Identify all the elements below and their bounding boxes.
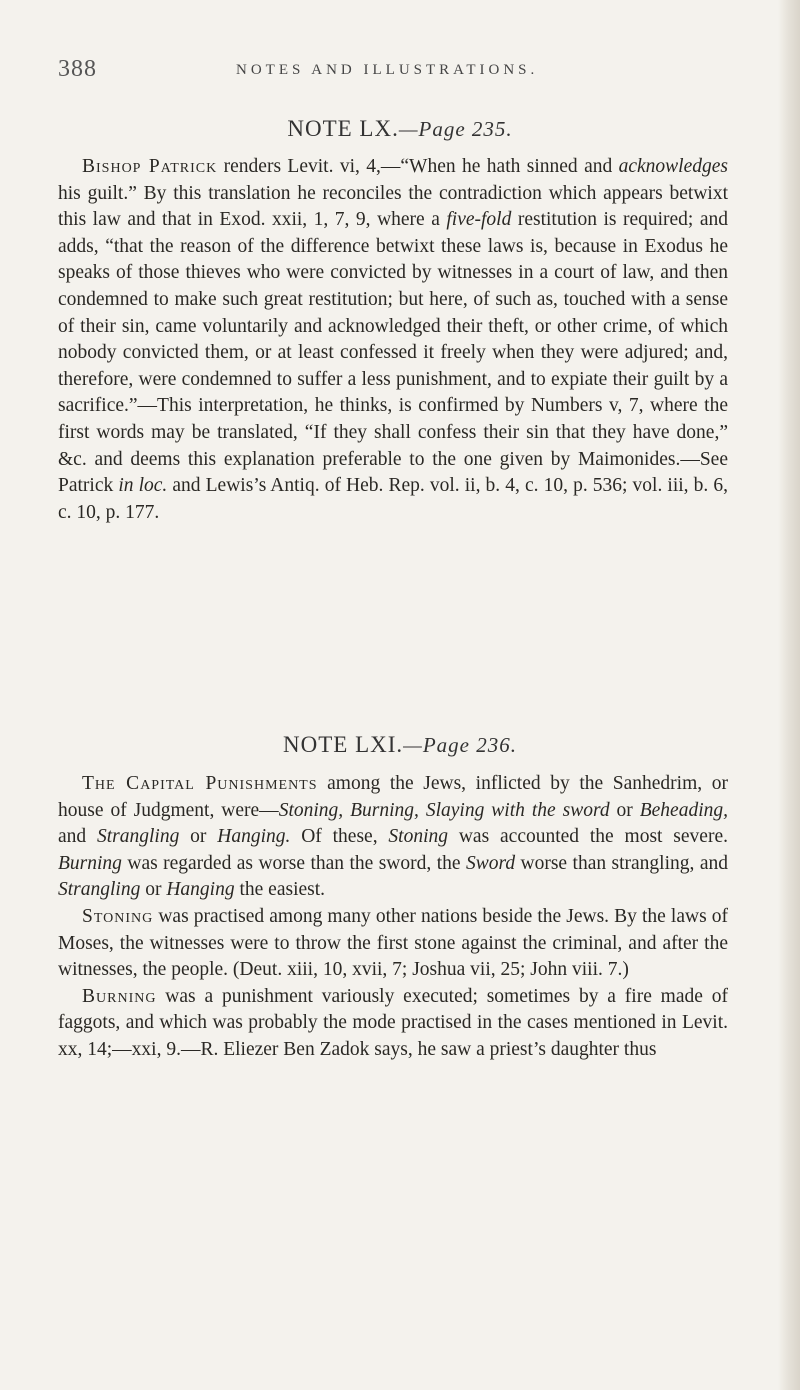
text-run: or bbox=[609, 799, 640, 821]
note-lx-heading bbox=[0, 116, 800, 142]
text-run: or bbox=[140, 879, 167, 901]
italic-run: Sword bbox=[465, 852, 516, 874]
running-title: NOTES AND ILLUSTRATIONS. bbox=[236, 62, 539, 78]
italic-run: Hanging bbox=[166, 879, 235, 901]
text-run: renders Levit. vi, 4,—“When he hath sinned and bbox=[217, 156, 619, 177]
text-run: was practised among many other nations beside the Jews. By the laws of Moses, the witnesses were to throw the first stone against the criminal, and after the witnesses, the people. (Deut. xiii, 10, xvii, 7; Joshua vii, 25; John viii. 7.) bbox=[58, 905, 728, 981]
text-run: worse than strangling, and bbox=[515, 852, 728, 874]
text-run: and Lewis’s Antiq. of Heb. Rep. vol. ii, b. 4, c. 10, p. 536; vol. iii, b. 6, c. 10, p. 177. bbox=[58, 475, 728, 523]
running-header bbox=[0, 50, 800, 90]
text-run: the easiest. bbox=[234, 879, 326, 901]
text-run: Of these, bbox=[290, 826, 389, 848]
note-lxi-page-ref: —Page 236. bbox=[403, 733, 517, 757]
text-run: or bbox=[179, 826, 218, 848]
page-edge-shadow bbox=[778, 0, 800, 1390]
italic-run: Hanging. bbox=[217, 826, 291, 848]
lead-name: Stoning bbox=[82, 905, 154, 927]
lead-name: Bishop Patrick bbox=[82, 156, 218, 177]
italic-run: Beheading, bbox=[639, 799, 728, 821]
note-lxi-paragraph-1 bbox=[58, 771, 728, 904]
note-lxi-paragraph-3 bbox=[58, 984, 728, 1064]
note-lxi-body bbox=[58, 771, 728, 1064]
text-run: his guilt.” By this translation he reconciles the contradiction which appears betwixt this law and that in Exod. xxii, 1, 7, 9, where a bbox=[58, 182, 728, 231]
italic-run: Strangling bbox=[97, 826, 180, 848]
note-lxi-title: NOTE LXI. bbox=[283, 732, 404, 757]
note-lx-body bbox=[58, 154, 728, 526]
italic-run: five-fold bbox=[446, 209, 512, 231]
text-run: among the Jews, inflicted by the Sanhedrim, or house of Judgment, were— bbox=[58, 773, 728, 821]
italic-run: acknowledges bbox=[618, 156, 728, 177]
text-run: was regarded as worse than the sword, the bbox=[121, 852, 466, 874]
lead-name: The Capital Punishments bbox=[82, 773, 318, 794]
note-lxi-heading bbox=[0, 732, 800, 758]
italic-run: Strangling bbox=[58, 879, 141, 901]
note-lx-title: NOTE LX. bbox=[287, 116, 399, 141]
italic-run: Stoning bbox=[388, 826, 449, 848]
lead-name: Burning bbox=[82, 985, 157, 1007]
page-number: 388 bbox=[58, 56, 97, 82]
note-lxi-paragraph-2 bbox=[58, 904, 728, 984]
text-run: and bbox=[58, 826, 97, 848]
text-run: was accounted the most severe. bbox=[448, 826, 728, 848]
note-lx-page-ref: —Page 235. bbox=[398, 117, 513, 141]
italic-run: Burning bbox=[58, 852, 122, 874]
text-run: was a punishment variously executed; sometimes by a fire made of faggots, and which was probably the mode practised in the cases mentioned in Levit. xx, 14;—xxi, 9.—R. Eliezer Ben Zadok says, he saw a priest’s daughter thus bbox=[58, 985, 728, 1060]
italic-run: Stoning, Burning, Slaying with the sword bbox=[278, 799, 610, 821]
text-run: restitution is required; and adds, “that the reason of the difference betwixt these laws is, because in Exodus he speaks of those thieves who were convicted by witnesses in a court of law, and then condemned to make such great restitution; but here, of such as, touched with a sense of their sin, came voluntarily and acknowledged their theft, or other crime, of which nobody convicted them, or at least confessed it freely when they were adjured; and, therefore, were condemned to suffer a less punishment, and to expiate their guilt by a sacrifice.”—This interpretation, he thinks, is confirmed by Numbers v, 7, where the first words may be translated, “If they shall confess their sin that they have done,” &c. and deems this explanation preferable to the one given by Maimonides.—See Patrick bbox=[58, 209, 728, 497]
note-lx-paragraph bbox=[58, 154, 728, 526]
italic-run: in loc. bbox=[118, 475, 168, 497]
